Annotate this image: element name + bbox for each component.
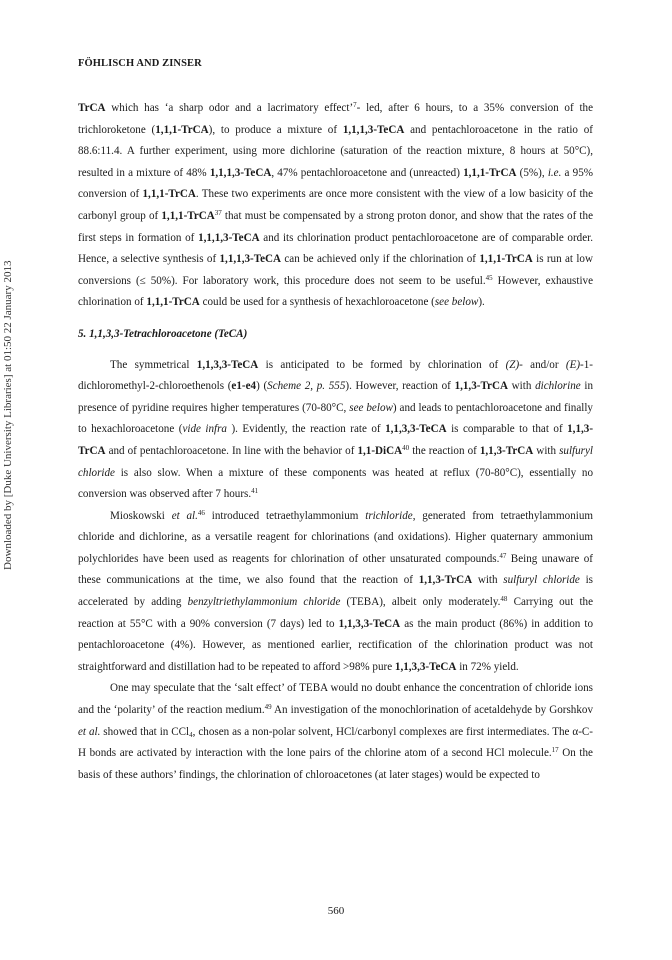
subscript: 4 (189, 730, 193, 739)
paragraph-2: The symmetrical 1,1,3,3-TeCA is anticipated to be formed by chlorination of (Z)- and/or (E)-1-dichloromethyl-2-chloroethenols (e1-e4) (Scheme 2, p. 555). However, reaction of 1,1,3-TrCA with dichlorine in presence of pyridine requires higher temperatures (70-80°C, see below) and leads to pentachloroacetone and finally to hexachloroacetone (vide infra ). Evidently, the reaction rate of 1,1,3,3-TeCA is comparable to that of 1,1,3-TrCA and of pentachloroacetone. In line with the behavior of 1,1-DiCA$^{40}$ the reaction of 1,1,3-TrCA with sulfuryl chloride is also slow. When a mixture of these components was heated at reflux (70-80°C), essentially no conversion was observed after 7 hours.$^{41}$ (78, 358, 594, 501)
reference-mark: 48 (500, 595, 508, 604)
reference-mark: 37 (214, 208, 222, 217)
running-head: FÖHLISCH AND ZINSER (78, 58, 202, 69)
paragraph-1: TrCA which has ‘a sharp odor and a lacrimatory effect’$^7$- led, after 6 hours, to a 35% conversion of the trichloroketone (1,1,1-TrCA), to produce a mixture of 1,1,1,3-TeCA and pentachloroacetone in the ratio of 88.6:11.4. A further experiment, using more dichlorine (saturation of the reaction mixture, 8 hours at 50°C), resulted in a mixture of 48% 1,1,1,3-TeCA, 47% pentachloroacetone and (unreacted) 1,1,1-TrCA (5%), i.e. a 95% conversion of 1,1,1-TrCA. These two experiments are once more consistent with the view of a low basicity of the carbonyl group of 1,1,1-TrCA$^{37}$ that must be compensated by a strong proton donor, and show that the rates of the first steps in formation of 1,1,1,3-TeCA and its chlorination product pentachloroacetone are of comparable order. Hence, a selective synthesis of 1,1,1,3-TeCA can be achieved only if the chlorination of 1,1,1-TrCA is run at low conversions (≤ 50%). For laboratory work, this procedure does not seem to be useful.$^{45}$ However, exhaustive chlorination of 1,1,1-TrCA could be used for a synthesis of hexachloroacetone (see below). (78, 101, 594, 309)
download-watermark: Downloaded by [Duke University Libraries] at 01:50 22 January 2013 (2, 260, 14, 570)
reference-mark: 7 (353, 101, 357, 109)
reference-mark: 46 (197, 508, 205, 517)
reference-mark: 17 (551, 746, 559, 755)
section-heading: 5. 1,1,3,3-Tetrachloroacetone (TeCA) (78, 327, 248, 340)
paragraph-3: Mioskowski et al.$^{46}$ introduced tetraethylammonium trichloride, generated from tetraethylammonium chloride and dichlorine, as a versatile reagent for chlorinations (and oxidations). Higher quaternary ammonium polychlorides have been used as reagents for chlorination of other unsaturated compounds.$^{47}$ Being unaware of these communications at the time, we also found that the reaction of 1,1,3-TrCA with sulfuryl chloride is accelerated by adding benzyltriethylammonium chloride (TEBA), albeit only moderately.$^{48}$ Carrying out the reaction at 55°C with a 90% conversion (7 days) led to 1,1,3,3-TeCA as the main product (86%) in addition to pentachloroacetone (4%). However, as mentioned earlier, rectification of the chlorination product was not straightforward and distillation had to be repeated to afford >98% pure 1,1,3,3-TeCA in 72% yield. (78, 508, 594, 673)
reference-mark: 41 (251, 487, 259, 496)
reference-mark: 45 (485, 273, 493, 282)
reference-mark: 47 (499, 551, 507, 560)
article-body (78, 98, 593, 786)
reference-mark: 49 (264, 703, 272, 712)
page-number: 560 (327, 905, 345, 917)
paragraph-4: One may speculate that the ‘salt effect’ of TEBA would no doubt enhance the concentration of chloride ions and the ‘polarity’ of the reaction medium.$^{49}$ An investigation of the monochlorination of acetaldehyde by Gorshkov et al. showed that in CCl$_4$, chosen as a non-polar solvent, HCl/carbonyl complexes are first intermediates. The α-C-H bonds are activated by interaction with the lone pairs of the chlorine atom of a second HCl molecule.$^{17}$ On the basis of these authors’ findings, the chlorination of chloroacetones (at later stages) would be expected to (78, 682, 594, 781)
reference-mark: 40 (402, 443, 410, 452)
